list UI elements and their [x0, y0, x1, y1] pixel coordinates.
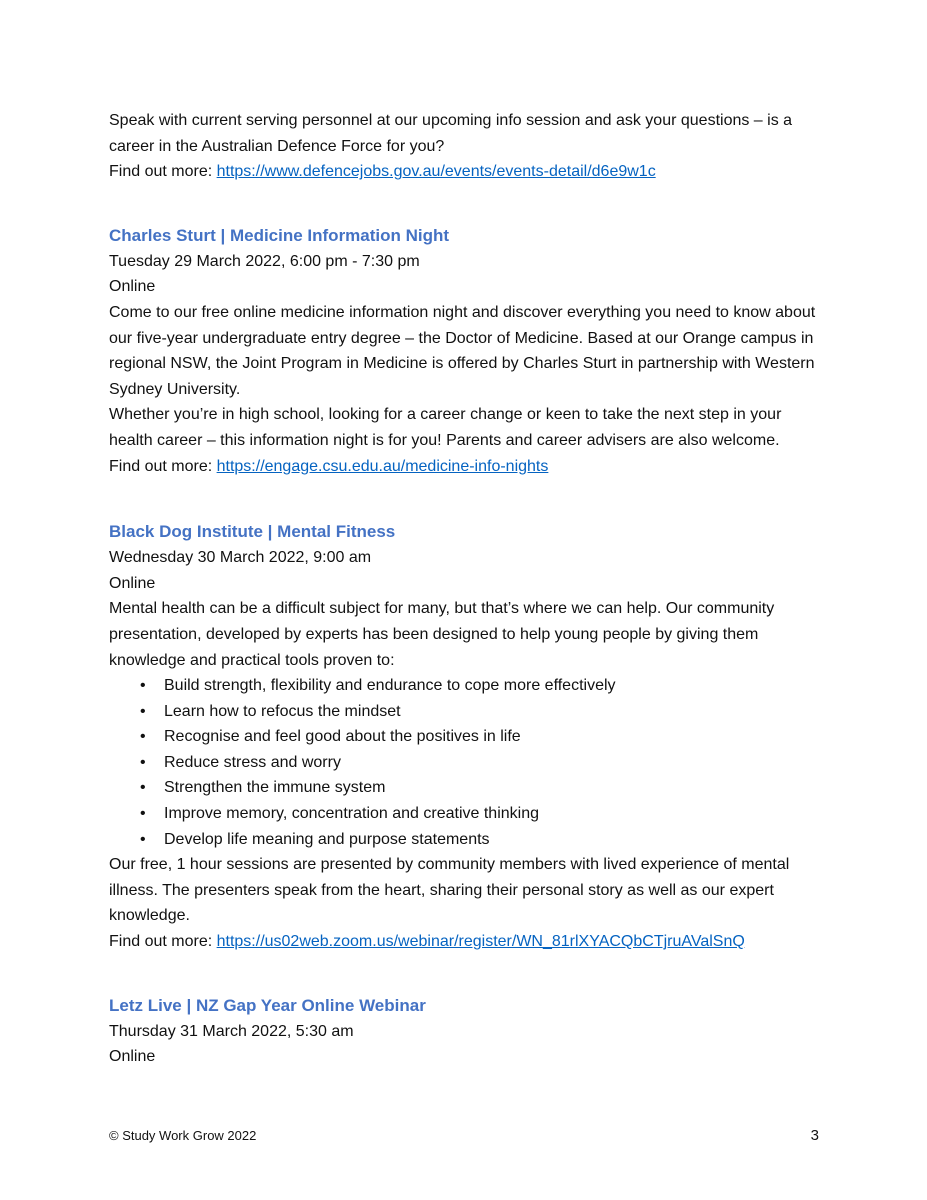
event-description: Mental health can be a difficult subject for many, but that’s where we can help. Our community presentation, developed by experts has been designed to help young people by giving them knowledge and practical tools proven to: — [109, 600, 775, 669]
event-location: Online — [109, 1048, 156, 1066]
page-number: 3 — [810, 1127, 819, 1144]
list-item: • Reduce stress and worry — [109, 750, 824, 776]
page-footer — [109, 1127, 819, 1145]
event-title: Letz Live | NZ Gap Year Online Webinar — [109, 995, 426, 1015]
list-item: • Improve memory, concentration and creative thinking — [109, 801, 824, 827]
intro-paragraph: Speak with current serving personnel at our upcoming info session and ask your questions – is a career in the Australian Defence Force for you? — [109, 112, 793, 155]
defence-jobs-link[interactable]: https://www.defencejobs.gov.au/events/events-detail/d6e9w1c — [216, 163, 656, 181]
copyright-text: © Study Work Grow 2022 — [109, 1128, 257, 1143]
event-date: Thursday 31 March 2022, 5:30 am — [109, 1022, 354, 1040]
document-body — [109, 108, 824, 1070]
benefits-list — [109, 673, 824, 852]
list-item: • Recognise and feel good about the positives in life — [109, 724, 824, 750]
intro-find-more — [109, 159, 824, 185]
event-description-2: Our free, 1 hour sessions are presented by community members with lived experience of mental illness. The presenters speak from the heart, sharing their personal story as well as our expert knowledge. — [109, 856, 790, 925]
event-description: Come to our free online medicine information night and discover everything you need to know about our five-year undergraduate entry degree – the Doctor of Medicine. Based at our Orange campus in regional NSW, the Joint Program in Medicine is offered by Charles Sturt in partnership with Western Sydney University. — [109, 303, 816, 398]
list-item: • Strengthen the immune system — [109, 775, 824, 801]
event-find-more — [109, 454, 824, 480]
event-charles-sturt — [109, 223, 824, 479]
event-title: Charles Sturt | Medicine Information Night — [109, 225, 450, 245]
zoom-webinar-link[interactable]: https://us02web.zoom.us/webinar/register/WN_81rlXYACQbCTjruAValSnQ — [216, 933, 745, 951]
find-more-label: Find out more: — [109, 457, 217, 475]
event-date: Wednesday 30 March 2022, 9:00 am — [109, 549, 372, 567]
event-location: Online — [109, 278, 156, 296]
csu-medicine-link[interactable]: https://engage.csu.edu.au/medicine-info-nights — [216, 457, 549, 475]
find-more-label: Find out more: — [109, 933, 217, 951]
event-date: Tuesday 29 March 2022, 6:00 pm - 7:30 pm — [109, 252, 420, 270]
event-location: Online — [109, 574, 156, 592]
event-description-2: Whether you’re in high school, looking for a career change or keen to take the next step in your health career – this information night is for you! Parents and career advisers are also welcome. — [109, 406, 782, 449]
list-item: • Learn how to refocus the mindset — [109, 699, 824, 725]
list-item: • Develop life meaning and purpose statements — [109, 827, 824, 853]
find-more-label: Find out more: — [109, 163, 217, 181]
event-title: Black Dog Institute | Mental Fitness — [109, 522, 396, 542]
list-item: • Build strength, flexibility and endurance to cope more effectively — [109, 673, 824, 699]
event-black-dog — [109, 519, 824, 955]
event-letz-live — [109, 993, 824, 1070]
event-find-more — [109, 929, 824, 955]
